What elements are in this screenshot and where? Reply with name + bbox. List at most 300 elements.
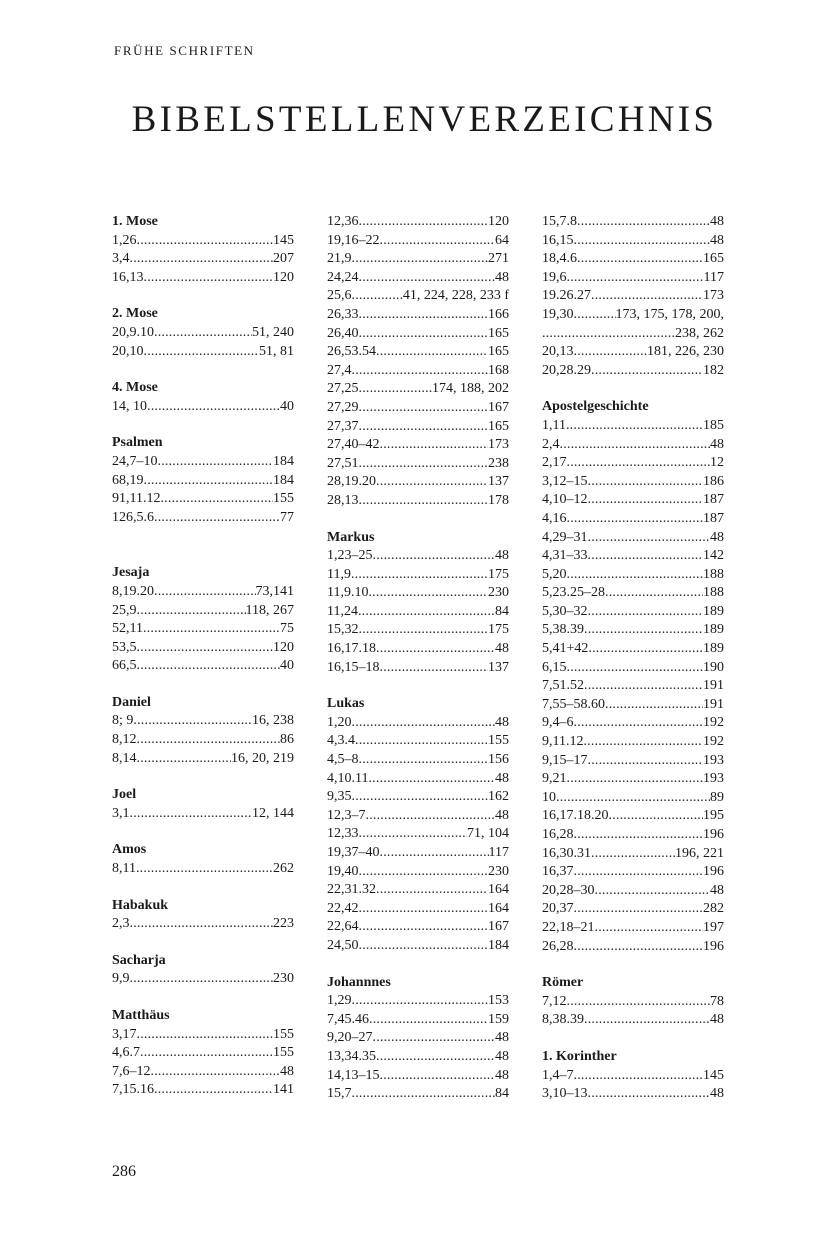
dot-leader <box>566 417 703 436</box>
entry-reference: 22,64 <box>327 919 359 935</box>
dot-leader <box>359 306 489 325</box>
dot-leader <box>130 970 274 989</box>
dot-leader <box>359 751 489 770</box>
index-entry <box>327 325 509 344</box>
section-heading: Markus <box>327 529 375 545</box>
dot-leader <box>584 1011 710 1030</box>
entry-pages: 166 <box>488 306 509 322</box>
entry-pages: 167 <box>488 919 509 935</box>
index-section <box>112 694 294 768</box>
dot-leader <box>588 752 704 771</box>
dot-leader <box>359 937 489 956</box>
entry-pages: 89 <box>710 789 724 805</box>
entry-reference: 4,29–31 <box>542 529 588 545</box>
dot-leader <box>574 938 704 957</box>
dot-leader <box>137 602 246 621</box>
entry-pages: 40 <box>280 398 294 414</box>
entry-pages: 167 <box>488 399 509 415</box>
entry-reference: 24,50 <box>327 937 359 953</box>
entry-reference: 8,19.20 <box>112 583 154 599</box>
index-entry <box>542 547 724 566</box>
entry-reference: 19,30 <box>542 306 574 322</box>
index-entry <box>112 657 294 676</box>
entry-pages: 71, 104 <box>467 826 509 842</box>
dot-leader <box>574 306 616 325</box>
index-entry <box>327 863 509 882</box>
entry-pages: 191 <box>703 696 724 712</box>
entry-reference: 11,24 <box>327 603 358 619</box>
entry-reference: 26,33 <box>327 306 359 322</box>
index-entry <box>327 566 509 585</box>
entry-reference: 16,28 <box>542 827 574 842</box>
entry-reference: 19,16–22 <box>327 232 380 248</box>
entry-reference: 7,51.52 <box>542 678 584 694</box>
index-entry <box>112 324 294 343</box>
index-entry <box>112 915 294 934</box>
entry-pages: 86 <box>280 732 294 748</box>
entry-reference: 27,37 <box>327 418 359 434</box>
index-entry <box>327 900 509 919</box>
dot-leader <box>574 714 704 733</box>
dot-leader <box>143 620 280 639</box>
index-entry <box>542 882 724 901</box>
entry-pages: 142 <box>703 548 724 564</box>
dot-leader <box>144 472 274 491</box>
dot-leader <box>352 250 489 269</box>
entry-pages: 173 <box>703 288 724 304</box>
dot-leader <box>144 343 260 362</box>
entry-pages: 181, 226, 230 <box>647 344 724 360</box>
dot-leader <box>376 640 495 659</box>
index-entry <box>542 752 724 771</box>
entry-pages: 153 <box>488 993 509 1009</box>
entry-reference: 3,10–13 <box>542 1086 588 1102</box>
entry-pages: 193 <box>703 752 724 768</box>
index-column-2 <box>327 213 509 1104</box>
entry-reference: 20,28–30 <box>542 882 595 898</box>
index-section <box>112 786 294 823</box>
index-entry <box>327 732 509 751</box>
index-entry <box>542 343 724 362</box>
entry-reference: 15,7 <box>327 1086 352 1102</box>
entry-reference: 20,9.10 <box>112 324 154 340</box>
index-entry <box>542 232 724 251</box>
entry-reference: 1,11 <box>542 417 566 433</box>
entry-pages: 137 <box>488 659 509 675</box>
entry-pages: 12, 144 <box>252 805 294 821</box>
entry-pages: 184 <box>488 937 509 953</box>
index-section <box>542 398 724 956</box>
entry-pages: 48 <box>495 714 509 730</box>
index-entry <box>327 825 509 844</box>
entry-pages: 168 <box>488 362 509 378</box>
dot-leader <box>380 436 489 455</box>
entry-pages: 155 <box>273 1026 294 1042</box>
index-entry <box>112 860 294 879</box>
entry-reference: 8; 9 <box>112 713 134 729</box>
index-entry <box>112 639 294 658</box>
dot-leader <box>588 491 704 510</box>
index-entry <box>327 547 509 566</box>
entry-reference: 21,9 <box>327 251 352 267</box>
dot-leader <box>151 1063 281 1082</box>
dot-leader <box>556 789 710 808</box>
index-entry <box>542 845 724 864</box>
entry-pages: 164 <box>488 900 509 916</box>
entry-pages: 118, 267 <box>245 602 294 618</box>
index-entry <box>542 993 724 1012</box>
entry-pages: 230 <box>488 585 509 601</box>
index-entry <box>542 826 724 845</box>
index-entry <box>327 287 509 306</box>
entry-pages: 165 <box>488 344 509 360</box>
index-entry <box>542 325 724 344</box>
index-entry <box>112 398 294 417</box>
dot-leader <box>359 621 489 640</box>
index-entry <box>542 250 724 269</box>
dot-leader <box>130 250 274 269</box>
index-entry <box>542 1067 724 1086</box>
entry-reference: 16,37 <box>542 864 574 880</box>
section-heading: Amos <box>112 842 147 858</box>
dot-leader <box>574 900 704 919</box>
index-section <box>112 841 294 878</box>
dot-leader <box>591 287 703 306</box>
entry-reference: 12,33 <box>327 826 359 842</box>
entry-reference: 22,31.32 <box>327 882 376 898</box>
page-number: 286 <box>112 1163 136 1180</box>
entry-pages: 48 <box>495 269 509 285</box>
entry-pages: 48 <box>495 641 509 657</box>
entry-reference: 1,26 <box>112 232 137 248</box>
entry-reference: 16,17.18 <box>327 641 376 657</box>
entry-reference: 7,15.16 <box>112 1082 154 1098</box>
entry-reference: 7,12 <box>542 993 567 1009</box>
entry-reference: 53,5 <box>112 639 137 655</box>
entry-pages: 73,141 <box>255 583 294 599</box>
dot-leader <box>588 640 703 659</box>
index-entry <box>327 418 509 437</box>
index-section <box>327 974 509 1104</box>
entry-reference: 24,7–10 <box>112 453 158 469</box>
entry-pages: 48 <box>710 436 724 452</box>
section-heading: 1. Mose <box>112 214 158 229</box>
entry-reference: 3,4 <box>112 251 130 267</box>
dot-leader <box>577 213 710 232</box>
section-heading: Joel <box>112 787 137 803</box>
entry-reference: 9,11.12 <box>542 734 584 750</box>
entry-pages: 12 <box>710 455 724 471</box>
entry-pages: 48 <box>710 232 724 248</box>
entry-reference: 2,17 <box>542 455 567 471</box>
entry-pages: 41, 224, 228, 233 f <box>402 288 509 304</box>
dot-leader <box>368 584 488 603</box>
entry-reference: 7,45.46 <box>327 1011 369 1027</box>
dot-leader <box>133 712 252 731</box>
index-entry <box>327 844 509 863</box>
entry-pages: 48 <box>710 1086 724 1102</box>
index-entry <box>542 306 724 325</box>
entry-reference: 19.26.27 <box>542 288 591 304</box>
index-entry <box>542 900 724 919</box>
entry-pages: 165 <box>488 325 509 341</box>
entry-reference: 13,34.35 <box>327 1048 376 1064</box>
entry-pages: 48 <box>495 1067 509 1083</box>
entry-pages: 48 <box>495 1030 509 1046</box>
index-entry <box>542 677 724 696</box>
page-title: BIBELSTELLENVERZEICHNIS <box>131 99 718 140</box>
entry-reference: 19,37–40 <box>327 845 380 860</box>
index-entry <box>542 491 724 510</box>
index-section <box>542 213 724 380</box>
section-heading: Sacharja <box>112 952 166 968</box>
index-entry <box>327 881 509 900</box>
entry-reference: 26,40 <box>327 325 359 341</box>
entry-pages: 48 <box>280 1063 294 1079</box>
dot-leader <box>567 269 704 288</box>
index-entry <box>112 750 294 769</box>
entry-pages: 223 <box>273 916 294 932</box>
entry-reference: 14, 10 <box>112 398 147 414</box>
entry-reference: 11,9 <box>327 566 351 582</box>
entry-reference: 16,15–18 <box>327 659 380 675</box>
dot-leader <box>577 250 703 269</box>
entry-pages: 189 <box>703 641 724 657</box>
entry-reference: 15,32 <box>327 622 359 638</box>
index-entry <box>327 770 509 789</box>
index-entry <box>112 712 294 731</box>
entry-reference: 24,24 <box>327 269 359 285</box>
index-entry <box>327 584 509 603</box>
index-entry <box>542 417 724 436</box>
section-heading: 4. Mose <box>112 380 158 396</box>
dot-leader <box>130 915 274 934</box>
index-section <box>327 695 509 955</box>
entry-reference: 14,13–15 <box>327 1067 380 1083</box>
index-entry <box>542 436 724 455</box>
dot-leader <box>584 621 703 640</box>
index-entry <box>112 453 294 472</box>
entry-reference: 5,30–32 <box>542 603 588 619</box>
section-heading: Habakuk <box>112 897 169 913</box>
index-entry <box>112 583 294 602</box>
dot-leader <box>567 659 704 678</box>
entry-pages: 16, 238 <box>252 713 294 729</box>
entry-reference: 22,42 <box>327 900 359 916</box>
entry-reference: 9,20–27 <box>327 1030 373 1046</box>
index-entry <box>327 1085 509 1104</box>
entry-pages: 40 <box>280 658 294 674</box>
dot-leader <box>380 1067 496 1086</box>
entry-pages: 175 <box>488 566 509 582</box>
entry-reference: 27,25 <box>327 381 359 397</box>
index-entry <box>542 770 724 789</box>
dot-leader <box>588 603 704 622</box>
dot-leader <box>567 993 711 1012</box>
index-entry <box>327 1029 509 1048</box>
index-entry <box>542 640 724 659</box>
dot-leader <box>154 509 280 528</box>
running-head: FRÜHE SCHRIFTEN <box>114 43 255 58</box>
index-entry <box>542 603 724 622</box>
entry-reference: 8,14 <box>112 750 137 766</box>
dot-leader <box>359 900 489 919</box>
index-entry <box>327 492 509 511</box>
entry-pages: 187 <box>703 492 724 508</box>
dot-leader <box>376 881 488 900</box>
entry-pages: 190 <box>703 659 724 675</box>
entry-pages: 189 <box>703 603 724 619</box>
index-entry <box>327 640 509 659</box>
dot-leader <box>380 232 496 251</box>
entry-reference: 20,10 <box>112 343 144 359</box>
dot-leader <box>147 398 280 417</box>
index-entry <box>327 1048 509 1067</box>
dot-leader <box>588 547 704 566</box>
entry-pages: 77 <box>280 509 294 525</box>
dot-leader <box>359 825 468 844</box>
entry-reference: 4,6.7 <box>112 1045 140 1061</box>
entry-reference: 1,4–7 <box>542 1067 574 1083</box>
entry-reference: 2,3 <box>112 916 130 932</box>
entry-reference: 7,55–58.60 <box>542 696 605 712</box>
dot-leader <box>137 657 281 676</box>
entry-pages: 141 <box>273 1082 294 1098</box>
entry-reference: 11,9.10 <box>327 585 369 601</box>
entry-reference: 27,40–42 <box>327 437 380 453</box>
entry-pages: 238 <box>488 455 509 471</box>
entry-reference: 12,36 <box>327 214 359 229</box>
section-heading: 1. Korinther <box>542 1048 617 1064</box>
dot-leader <box>359 455 489 474</box>
entry-reference: 68,19 <box>112 472 144 488</box>
entry-pages: 174, 188, 202 <box>432 381 509 397</box>
index-entry <box>542 473 724 492</box>
dot-leader <box>567 510 704 529</box>
index-entry <box>327 621 509 640</box>
entry-pages: 196 <box>703 827 724 842</box>
section-heading: Johannnes <box>327 974 391 990</box>
entry-pages: 78 <box>710 993 724 1009</box>
dot-leader <box>359 325 489 344</box>
dot-leader <box>154 324 252 343</box>
entry-pages: 196 <box>703 938 724 954</box>
dot-leader <box>369 1011 488 1030</box>
dot-leader <box>605 584 703 603</box>
entry-reference: 4,16 <box>542 510 567 526</box>
dot-leader <box>542 325 675 344</box>
index-column-1 <box>112 213 294 1100</box>
dot-leader <box>358 603 495 622</box>
entry-reference: 5,23.25–28 <box>542 585 605 601</box>
index-entry <box>542 863 724 882</box>
dot-leader <box>591 362 703 381</box>
entry-pages: 48 <box>710 882 724 898</box>
section-heading: Psalmen <box>112 435 163 451</box>
index-entry <box>112 970 294 989</box>
dot-leader <box>359 918 489 937</box>
dot-leader <box>574 343 648 362</box>
dot-leader <box>584 677 703 696</box>
index-entry <box>327 1067 509 1086</box>
entry-reference: 19,6 <box>542 269 567 285</box>
entry-reference: 25,9 <box>112 602 137 618</box>
entry-reference: 7,6–12 <box>112 1063 151 1079</box>
dot-leader <box>352 714 496 733</box>
dot-leader <box>137 639 274 658</box>
index-entry <box>112 250 294 269</box>
index-entry <box>327 603 509 622</box>
dot-leader <box>368 770 495 789</box>
entry-reference: 16,15 <box>542 232 574 248</box>
dot-leader <box>137 750 232 769</box>
dot-leader <box>160 490 273 509</box>
entry-reference: 4,31–33 <box>542 548 588 564</box>
section-heading: Apostelgeschichte <box>542 399 649 415</box>
dot-leader <box>567 566 704 585</box>
index-entry <box>112 1026 294 1045</box>
index-entry <box>542 1011 724 1030</box>
index-entry <box>327 436 509 455</box>
entry-reference: 18,4.6 <box>542 251 577 267</box>
dot-leader <box>588 1085 711 1104</box>
entry-pages: 173, 175, 178, 200, <box>615 306 724 322</box>
index-section <box>112 305 294 361</box>
dot-leader <box>359 399 489 418</box>
entry-pages: 262 <box>273 861 294 877</box>
entry-reference: 22,18–21 <box>542 919 595 935</box>
entry-pages: 48 <box>710 214 724 229</box>
dot-leader <box>574 826 704 845</box>
entry-reference: 28,13 <box>327 492 359 508</box>
index-entry <box>542 566 724 585</box>
index-entry <box>542 287 724 306</box>
entry-pages: 48 <box>495 548 509 564</box>
entry-pages: 48 <box>495 1048 509 1064</box>
dot-leader <box>376 1048 495 1067</box>
entry-reference: 20,13 <box>542 344 574 360</box>
section-heading: Matthäus <box>112 1008 170 1023</box>
entry-reference: 15,7.8 <box>542 214 577 229</box>
entry-reference: 27,4 <box>327 362 352 378</box>
entry-pages: 184 <box>273 472 294 488</box>
dot-leader <box>376 343 488 362</box>
entry-reference: 20,37 <box>542 901 574 917</box>
entry-pages: 16, 20, 219 <box>231 750 294 766</box>
dot-leader <box>373 1029 496 1048</box>
entry-reference: 25,6 <box>327 288 352 304</box>
dot-leader <box>144 269 274 288</box>
entry-reference: 1,20 <box>327 714 352 730</box>
entry-reference: 4,3.4 <box>327 733 355 749</box>
dot-leader <box>154 583 256 602</box>
index-entry <box>112 805 294 824</box>
index-entry <box>112 1044 294 1063</box>
index-entry <box>327 659 509 678</box>
dot-leader <box>137 731 281 750</box>
entry-reference: 9,15–17 <box>542 752 588 768</box>
index-entry <box>327 269 509 288</box>
entry-reference: 10 <box>542 789 556 805</box>
index-entry <box>327 455 509 474</box>
entry-reference: 5,20 <box>542 566 567 582</box>
entry-reference: 9,4–6 <box>542 715 574 731</box>
entry-reference: 20,28.29 <box>542 362 591 378</box>
entry-pages: 48 <box>495 770 509 786</box>
entry-pages: 230 <box>273 971 294 987</box>
dot-leader <box>352 362 489 381</box>
index-entry <box>542 659 724 678</box>
